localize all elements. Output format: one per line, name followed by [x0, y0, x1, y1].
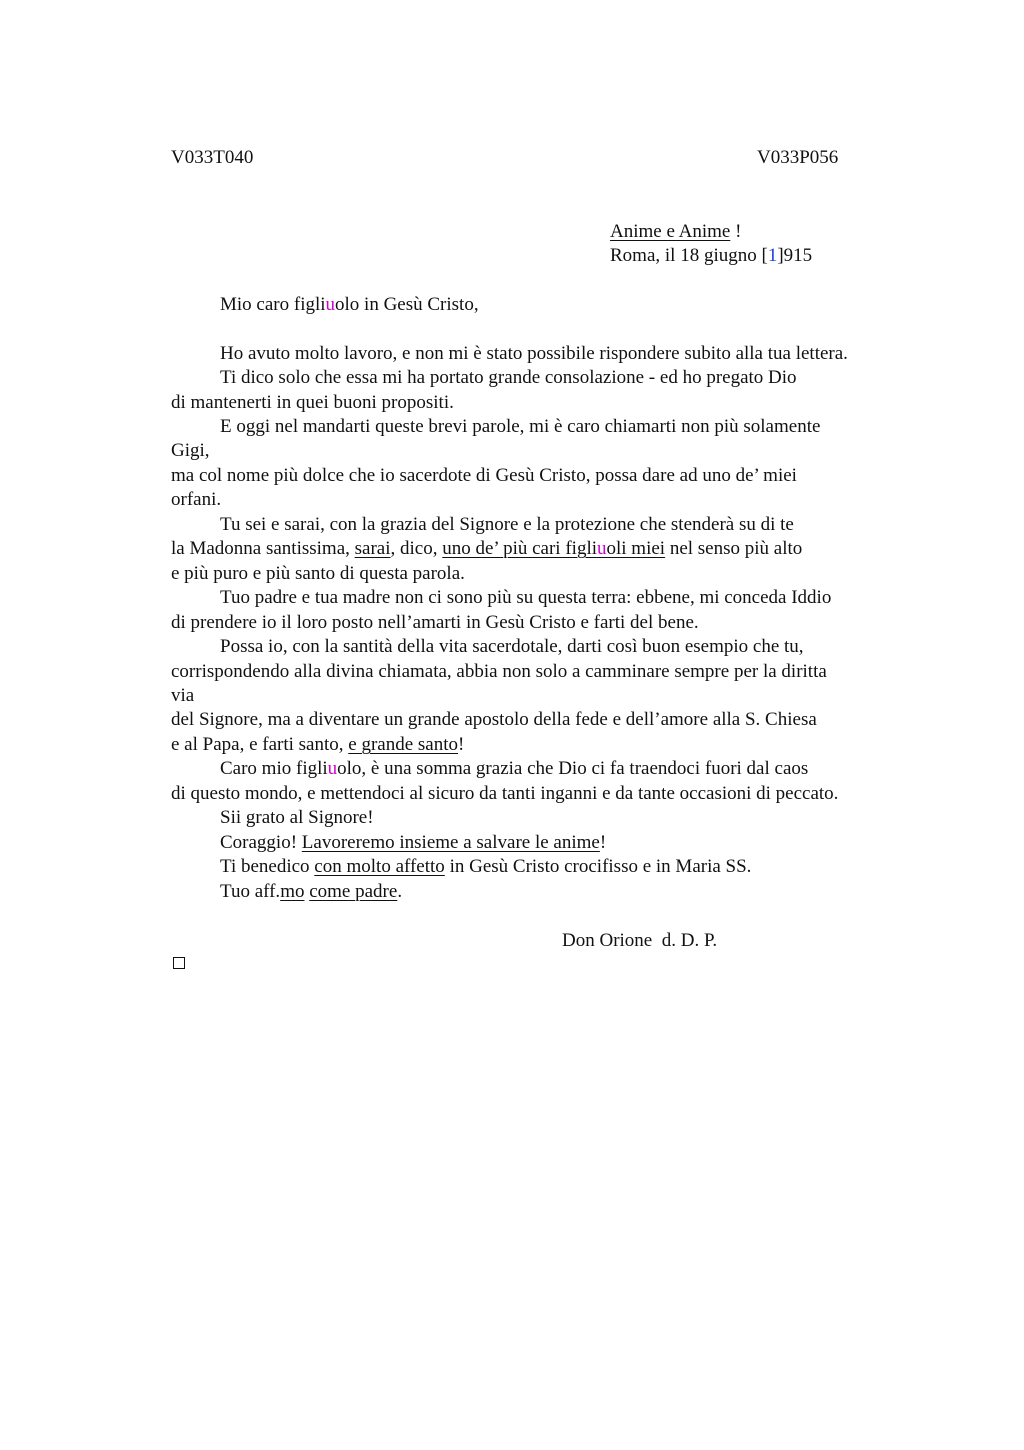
- text-part: Coraggio!: [220, 832, 302, 853]
- text-part: in Gesù Cristo crocifisso e in Maria SS.: [444, 856, 752, 877]
- document-code-right: V033P056: [757, 147, 839, 168]
- underlined-text: e grande santo: [348, 734, 458, 755]
- body-line-20: Sii grato al Signore!: [220, 807, 374, 828]
- greeting: [220, 293, 479, 318]
- highlight-letter: u: [597, 538, 607, 559]
- body-line-17: [171, 733, 464, 758]
- text-part: , dico,: [390, 538, 443, 559]
- text-part: e al Papa, e farti santo,: [171, 734, 349, 755]
- text-part: uno de’ più cari figli: [442, 538, 597, 559]
- text-part: Ti benedico: [220, 856, 315, 877]
- document-code-left: V033T040: [171, 147, 254, 168]
- motto: [610, 220, 741, 245]
- text-part: nel senso più alto: [665, 538, 803, 559]
- motto-text: Anime e Anime: [610, 221, 731, 242]
- dateline-bracket-digit: 1: [767, 245, 778, 266]
- body-line-23: [220, 880, 402, 905]
- body-line-15: via: [171, 685, 195, 706]
- body-line-22: [220, 855, 751, 880]
- body-line-10: e più puro e più santo di questa parola.: [171, 563, 465, 584]
- body-line-13: Possa io, con la santità della vita sacerdotale, darti così buon esempio che tu,: [220, 636, 804, 657]
- body-line-9: [171, 537, 802, 562]
- body-line-1: Ho avuto molto lavoro, e non mi è stato possibile rispondere subito alla tua lettera.: [220, 343, 848, 364]
- motto-mark: !: [730, 221, 742, 242]
- body-line-18: [220, 757, 808, 782]
- text-part: olo, è una somma grazia che Dio ci fa traendoci fuori dal caos: [337, 758, 809, 779]
- body-line-3: di mantenerti in quei buoni propositi.: [171, 392, 454, 413]
- text-part: !: [599, 832, 607, 853]
- body-line-6: ma col nome più dolce che io sacerdote di Gesù Cristo, possa dare ad uno de’ miei: [171, 465, 797, 486]
- signature: Don Orione d. D. P.: [562, 930, 718, 951]
- highlight-letter: u: [327, 758, 338, 779]
- underlined-text: [442, 538, 665, 559]
- text-part: la Madonna santissima,: [171, 538, 355, 559]
- underlined-text: mo: [280, 881, 305, 902]
- greeting-part: olo in Gesù Cristo,: [335, 294, 479, 315]
- greeting-highlight: u: [325, 294, 336, 315]
- dateline-prefix: Roma, il 18 giugno [: [610, 245, 768, 266]
- body-line-5: Gigi,: [171, 440, 210, 461]
- dateline: [610, 244, 812, 269]
- greeting-part: Mio caro figli: [220, 294, 326, 315]
- checkbox-square-icon: [173, 957, 185, 969]
- underlined-text: sarai: [354, 538, 391, 559]
- text-part: .: [397, 881, 403, 902]
- underlined-text: con molto affetto: [314, 856, 445, 877]
- body-line-19: di questo mondo, e mettendoci al sicuro da tanti inganni e da tante occasioni di peccato.: [171, 783, 839, 804]
- body-line-14: corrispondendo alla divina chiamata, abbia non solo a camminare sempre per la diritta: [171, 661, 827, 682]
- body-line-12: di prendere io il loro posto nell’amarti in Gesù Cristo e farti del bene.: [171, 612, 699, 633]
- body-line-4: E oggi nel mandarti queste brevi parole, mi è caro chiamarti non più solamente: [220, 416, 821, 437]
- dateline-suffix: ]915: [777, 245, 813, 266]
- text-part: Tuo aff.: [220, 881, 281, 902]
- body-line-2: Ti dico solo che essa mi ha portato grande consolazione - ed ho pregato Dio: [220, 367, 797, 388]
- body-line-7: orfani.: [171, 489, 222, 510]
- underlined-text: come padre: [309, 881, 398, 902]
- body-line-16: del Signore, ma a diventare un grande apostolo della fede e dell’amore alla S. Chiesa: [171, 709, 817, 730]
- text-part: !: [458, 734, 465, 755]
- underlined-text: Lavoreremo insieme a salvare le anime: [301, 832, 600, 853]
- body-line-8: Tu sei e sarai, con la grazia del Signore e la protezione che stenderà su di te: [220, 514, 794, 535]
- text-part: oli miei: [606, 538, 666, 559]
- body-line-11: Tuo padre e tua madre non ci sono più su questa terra: ebbene, mi conceda Iddio: [220, 587, 832, 608]
- body-line-21: [220, 831, 606, 856]
- text-part: Caro mio figli: [220, 758, 328, 779]
